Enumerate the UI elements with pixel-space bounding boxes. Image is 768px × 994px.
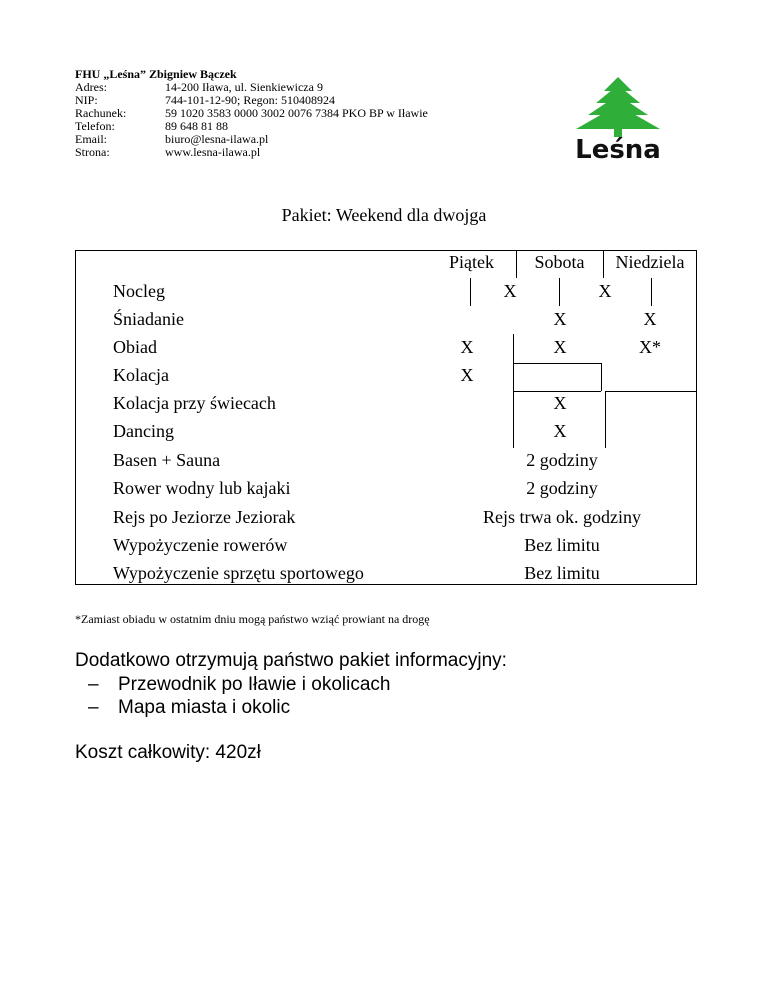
nocleg-sun-value: X [598,281,612,301]
lesna-logo [552,75,684,170]
tree-icon [552,75,684,140]
day-friday: Piątek [449,252,494,272]
phone-value: 89 648 81 88 [165,119,228,133]
phone-label: Telefon: [75,119,115,133]
obiad-sun-value: X* [639,337,661,357]
nip-label: NIP: [75,93,98,107]
row-label-kolacja-swiece: Kolacja przy świecach [113,393,276,413]
table-border-bottom [75,584,697,585]
website-value: www.lesna-ilawa.pl [165,145,261,159]
table-border-left [75,250,76,585]
divider-kolacja-right [601,363,602,391]
sprzet-value: Bez limitu [524,563,600,583]
divider-nocleg-3 [651,278,652,306]
email-label: Email: [75,132,107,146]
line-obiad-bottom [513,363,601,364]
day-saturday: Sobota [534,252,585,272]
divider-nocleg-2 [559,278,560,306]
day-sunday: Niedziela [615,252,685,272]
footnote: *Zamiast obiadu w ostatnim dniu mogą państwo wziąć prowiant na drogę [75,612,430,626]
line-kolacja-bottom [513,391,601,392]
row-label-kolacja: Kolacja [113,365,169,385]
line-swiecach-top [605,391,697,392]
list-item-text: Mapa miasta i okolic [118,697,291,718]
package-title: Pakiet: Weekend dla dwojga [281,205,487,225]
nocleg-sat-value: X [503,281,517,301]
rowery-value: Bez limitu [524,535,600,555]
basen-value: 2 godziny [526,450,598,470]
row-label-rower-wodny: Rower wodny lub kajaki [113,478,291,498]
row-label-obiad: Obiad [113,337,157,357]
nip-value: 744-101-12-90; Regon: 510408924 [165,93,335,107]
account-row [75,107,495,120]
sniadanie-sat-value: X [553,309,567,329]
dancing-sat-value: X [553,421,567,441]
obiad-fri-value: X [460,337,474,357]
obiad-sat-value: X [553,337,567,357]
list-item-text: Przewodnik po Iławie i okolicach [118,674,391,695]
phone-row [75,120,495,133]
list-item [88,674,390,696]
dash-bullet: – [88,674,99,695]
email-value: biuro@lesna-ilawa.pl [165,132,269,146]
package-table [75,250,697,585]
account-value: 59 1020 3583 0000 3002 0076 7384 PKO BP w Iławie [165,106,428,120]
list-item [88,697,290,719]
website-row [75,146,495,159]
rower-wodny-value: 2 godziny [526,478,598,498]
address-label: Adres: [75,80,107,94]
company-name: FHU „Leśna” Zbigniew Bączek [75,67,237,81]
row-label-dancing: Dancing [113,421,174,441]
rejs-value: Rejs trwa ok. godziny [483,507,641,527]
website-label: Strona: [75,145,110,159]
swiecach-sat-value: X [553,393,567,413]
row-label-sprzet: Wypożyczenie sprzętu sportowego [113,563,364,583]
address-value: 14-200 Iława, ul. Sienkiewicza 9 [165,80,323,94]
dash-bullet: – [88,697,99,718]
account-label: Rachunek: [75,106,127,120]
sniadanie-sun-value: X [643,309,657,329]
row-label-rowery: Wypożyczenie rowerów [113,535,288,555]
logo-text: Leśna [575,135,661,165]
extras-heading: Dodatkowo otrzymują państwo pakiet informacyjny: [75,650,507,671]
total-cost: Koszt całkowity: 420zł [75,742,261,763]
row-label-sniadanie: Śniadanie [113,309,184,329]
row-label-nocleg: Nocleg [113,281,165,301]
divider-nocleg-1 [470,278,471,306]
row-label-basen: Basen + Sauna [113,450,221,470]
row-label-rejs: Rejs po Jeziorze Jeziorak [113,507,296,527]
kolacja-fri-value: X [460,365,474,385]
divider-swiecach-right [605,391,606,448]
divider-swiecach-left [513,391,514,448]
email-row [75,133,495,146]
